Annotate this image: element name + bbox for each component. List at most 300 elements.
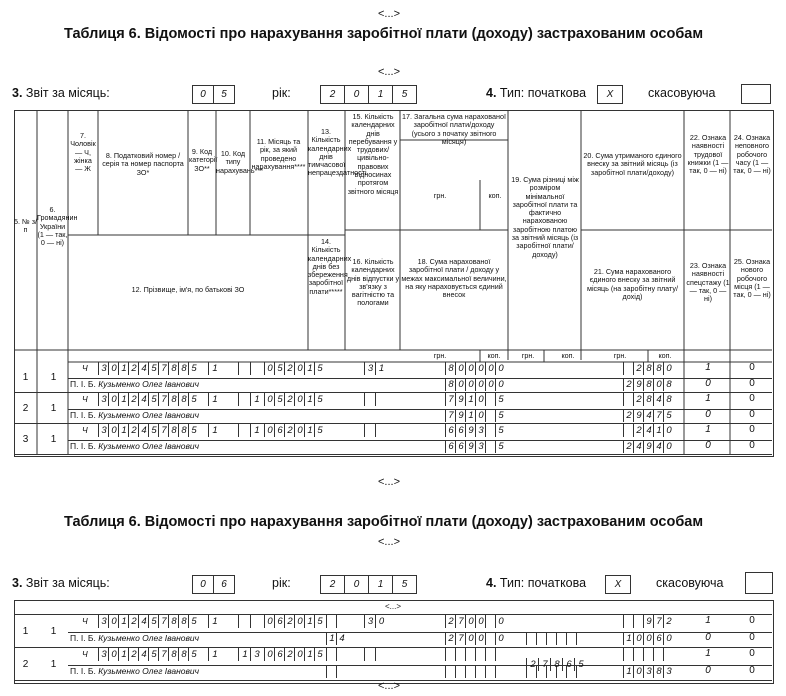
- month-digit: 1: [304, 362, 315, 375]
- s18-digit: 8: [445, 378, 456, 391]
- s21-digit: 9: [633, 378, 644, 391]
- header-23: 23. Ознака наявності спецстажу (1 — так, 0 — ні): [686, 261, 730, 304]
- flag-23: 0: [705, 377, 711, 389]
- type-cancel-box: [741, 84, 771, 104]
- pib-cell: [70, 665, 199, 678]
- flag-23: 0: [705, 439, 711, 451]
- row-number: 1: [22, 371, 29, 383]
- k17-digit: 0: [495, 615, 506, 628]
- s18-digit: 2: [445, 632, 456, 645]
- row-line-2: [68, 440, 772, 456]
- d15-digit: [375, 424, 387, 437]
- row-line-1: [68, 424, 772, 440]
- ellipsis-1: <...>: [378, 66, 401, 78]
- flag-22: 1: [705, 648, 711, 659]
- year-label-2: рік:: [272, 576, 291, 590]
- header-18: 18. Сума нарахованої заробітної плати / доходу у межах максимальної величини, на яку нараховується єдиний внесок: [401, 257, 507, 300]
- tax-number-digit: 4: [138, 648, 149, 661]
- tax-number-digit: 5: [188, 362, 199, 375]
- header-21: 21. Сума нарахованого єдиного внеску за звітний місяць (на заробітну плату/дохід): [587, 267, 678, 301]
- header-19: 19. Сума різниці між розміром мінімальної заробітної плати та фактично нарахованою заробітною платою за звітний місяць (із заробітної плати/ доходу): [511, 175, 579, 259]
- s17-digit: 0: [475, 393, 486, 406]
- k18-digit: 0: [495, 378, 506, 391]
- month-digit: 0: [294, 648, 305, 661]
- ellipsis-top: <...>: [378, 8, 401, 20]
- year-box-1: 2 0 1 5: [320, 84, 417, 104]
- s20-digit: 2: [633, 362, 644, 375]
- pib-cell: [70, 632, 199, 645]
- s20-digit: 8: [653, 362, 664, 375]
- type-digit: 1: [238, 648, 251, 661]
- k17-digit: 0: [485, 362, 496, 375]
- tax-number-digit: 8: [168, 393, 179, 406]
- s21-digit: 9: [643, 440, 654, 453]
- tax-number-digit: 7: [158, 615, 169, 628]
- s21-digit: 0: [643, 632, 654, 645]
- s18-digit: 0: [465, 632, 476, 645]
- row-line-2: [68, 409, 772, 425]
- month-digit: 1: [304, 393, 315, 406]
- flag-24: 0: [749, 648, 755, 659]
- s17-digit: 7: [455, 615, 466, 628]
- type-digit: 1: [250, 424, 263, 437]
- month-digit: 0: [294, 362, 305, 375]
- s19-digit: 7: [538, 658, 551, 671]
- header-17-grn: грн.: [433, 191, 447, 200]
- s20-digit: 2: [633, 393, 644, 406]
- tax-number-digit: 8: [178, 393, 189, 406]
- header-8: 8. Податковий номер /серія та номер паспорта ЗО*: [102, 151, 184, 177]
- k21-digit: 0: [663, 440, 674, 453]
- flag-24: 0: [749, 393, 755, 404]
- k21-digit: 3: [663, 665, 674, 678]
- header-10: 10. Код типу нарахувань***: [216, 149, 263, 175]
- d15-digit: [375, 648, 387, 661]
- month-digit: 0: [294, 393, 305, 406]
- d15-digit: 0: [375, 615, 387, 628]
- row-line-2: [68, 632, 772, 649]
- s17-digit: 1: [465, 393, 476, 406]
- d16-digit: 1: [326, 632, 337, 645]
- header-16: 16. Кількість календарних днів відпустки у зв'язку з вагітністю та пологами: [346, 257, 400, 308]
- s21-digit: 1: [623, 665, 634, 678]
- type-label-2: 4. Тип: початкова: [486, 576, 587, 590]
- type-initial-box-2: X: [605, 574, 631, 594]
- pib-cell: [70, 378, 199, 391]
- s21-digit: 3: [643, 665, 654, 678]
- flag-23: 0: [705, 664, 711, 676]
- person-name: Кузьменко Олег Іванович: [98, 632, 200, 643]
- month-digit: 2: [284, 362, 295, 375]
- tax-number-digit: 5: [188, 393, 199, 406]
- tax-number-digit: 2: [128, 393, 139, 406]
- flag-22: 1: [705, 615, 711, 626]
- ellipsis-bottom: <...>: [378, 680, 401, 692]
- header-12: 12. Прізвище, ім'я, по батькові ЗО: [131, 285, 245, 294]
- tax-number-digit: 0: [108, 424, 119, 437]
- s17-digit: 8: [445, 362, 456, 375]
- s21-digit: 2: [623, 440, 634, 453]
- row-number: 2: [22, 658, 29, 670]
- s18-digit: 6: [455, 440, 466, 453]
- month-digit: 6: [274, 615, 285, 628]
- tax-number-digit: 2: [128, 615, 139, 628]
- k20-digit: 0: [663, 424, 674, 437]
- s18-digit: 0: [475, 632, 486, 645]
- category-digit: 1: [208, 615, 221, 628]
- s21-digit: 6: [653, 632, 664, 645]
- month-digit: 5: [314, 615, 325, 628]
- tax-number-digit: 3: [98, 362, 109, 375]
- row-line-1: [68, 648, 772, 665]
- tax-number-digit: 1: [118, 362, 129, 375]
- row-number: 1: [22, 625, 29, 637]
- ellipsis-3: <...>: [378, 536, 401, 548]
- sex-cell: Ч: [82, 616, 88, 626]
- row-number: 3: [22, 433, 29, 445]
- d16-digit: [336, 665, 347, 678]
- tax-number-digit: 1: [118, 648, 129, 661]
- s17-digit: 0: [455, 362, 466, 375]
- month-digit: 0: [264, 615, 275, 628]
- report-month-label-2: 3. Звіт за місяць:: [12, 576, 110, 590]
- type-digit: [250, 615, 263, 628]
- s18-digit: 0: [475, 409, 486, 422]
- k17-digit: 5: [495, 393, 506, 406]
- d16-digit: 4: [336, 632, 347, 645]
- tax-number-digit: 8: [178, 615, 189, 628]
- month-digit: 0: [264, 393, 275, 406]
- month-digit: 2: [284, 393, 295, 406]
- category-digit: 1: [208, 362, 221, 375]
- type-cancel-box-2: [745, 572, 773, 594]
- s21-digit: 9: [633, 409, 644, 422]
- subheader-grn-18: грн.: [433, 351, 447, 360]
- table-title-1: Таблиця 6. Відомості про нарахування заробітної плати (доходу) застрахованим особам: [64, 26, 704, 42]
- header-24: 24. Ознака неповного робочого часу (1 — так, 0 — ні): [733, 133, 771, 176]
- sex-cell: Ч: [82, 425, 88, 435]
- table-title-2: Таблиця 6. Відомості про нарахування заробітної плати (доходу) застрахованим особам: [64, 514, 704, 530]
- s18-digit: 0: [465, 378, 476, 391]
- sex-cell: Ч: [82, 363, 88, 373]
- s21-digit: 4: [653, 440, 664, 453]
- tax-number-digit: 5: [148, 648, 159, 661]
- k17-digit: 0: [495, 362, 506, 375]
- tax-number-digit: 5: [188, 615, 199, 628]
- s18-digit: 7: [455, 632, 466, 645]
- s17-digit: 0: [465, 615, 476, 628]
- header-17-kop: коп.: [488, 191, 502, 200]
- tax-number-digit: 2: [128, 648, 139, 661]
- table-1-body: 1 1 Ч 3 0 1 2 4 5 7 8 8 5 1 0 5 2 0 1 5 3 1 8 0 0 0 0 0 2 8 8 0 1 0 П. І. Б. Кузьменко Олег Іванович 8 0 0 0 0 0 2 9 8 0 8 0 0 2 1 Ч 3 0 1 2 4 5 7 8 8 5 1 1 0 5 2 0 1 5 7 9 1 0 5 2 8 4 8 1 0 П. І. Б. Кузьменко Олег Іванович 7 9 1 0 5 2 9 4 7 5 0 0 3 1 Ч 3 0 1 2 4 5 7 8 8 5 1 1 0 6 2 0 1 5 6 6 9 3 5 2 4 1 0 1 0 П. І. Б. Кузьменко Олег Іванович 6 6 9 3 5 2 4 9 4 0 0 0: [14, 362, 772, 455]
- pib-label: П. І. Б.: [70, 409, 96, 420]
- header-6: 6. Громадянин України (1 — так, 0 — ні): [37, 205, 78, 248]
- tax-number-digit: 8: [168, 424, 179, 437]
- tax-number-digit: 5: [188, 648, 199, 661]
- subheader-kop-21: коп.: [658, 351, 672, 360]
- row-line-2: [68, 665, 772, 682]
- cancel-label: скасовуюча: [648, 86, 716, 100]
- header-22: 22. Ознака наявності трудової книжки (1 — так, 0 — ні): [687, 133, 729, 176]
- pib-label: П. І. Б.: [70, 440, 96, 451]
- tax-number-digit: 4: [138, 424, 149, 437]
- k21-digit: 8: [663, 378, 674, 391]
- tax-number-digit: 5: [148, 362, 159, 375]
- header-20: 20. Сума утриманого єдиного внеску за звітний місяць (із заробітної плати/доходу): [583, 151, 682, 177]
- s18-digit: 7: [445, 409, 456, 422]
- s18-digit: 3: [475, 440, 486, 453]
- tax-number-digit: 7: [158, 648, 169, 661]
- cancel-label-2: скасовуюча: [656, 576, 724, 590]
- s19-digit: 8: [550, 658, 563, 671]
- s20-digit: 2: [633, 424, 644, 437]
- month-digit: 1: [304, 615, 315, 628]
- d15-digit: [375, 393, 387, 406]
- year-label: рік:: [272, 86, 291, 100]
- d15-digit: 3: [364, 615, 376, 628]
- tax-number-digit: 5: [148, 615, 159, 628]
- s17-digit: 2: [445, 615, 456, 628]
- type-digit: 3: [250, 648, 263, 661]
- tax-number-digit: 1: [118, 424, 129, 437]
- row-number: 2: [22, 402, 29, 414]
- s18-digit: 0: [455, 378, 466, 391]
- s17-digit: 9: [455, 393, 466, 406]
- month-digit: 6: [274, 424, 285, 437]
- s21-digit: 0: [653, 378, 664, 391]
- month-digit: 5: [274, 362, 285, 375]
- tax-number-digit: 8: [178, 648, 189, 661]
- tax-number-digit: 5: [148, 393, 159, 406]
- s21-digit: 8: [653, 665, 664, 678]
- category-digit: 1: [208, 424, 221, 437]
- tax-number-digit: 0: [108, 362, 119, 375]
- type-digit: 1: [250, 393, 263, 406]
- month-digit: 1: [304, 424, 315, 437]
- flag-23: 0: [705, 631, 711, 643]
- header-7: 7. Чоловік — Ч, жінка — Ж: [70, 131, 96, 174]
- tax-number-digit: 4: [138, 615, 149, 628]
- person-name: Кузьменко Олег Іванович: [98, 378, 200, 389]
- flag-22: 1: [705, 424, 711, 435]
- header-25: 25. Ознака нового робочого місця (1 — так, 0 — ні): [733, 257, 771, 300]
- k20-digit: 2: [663, 615, 674, 628]
- k17-digit: 5: [495, 424, 506, 437]
- person-name: Кузьменко Олег Іванович: [98, 665, 200, 676]
- tax-number-digit: 8: [178, 362, 189, 375]
- month-digit: 5: [274, 393, 285, 406]
- tax-number-digit: 5: [148, 424, 159, 437]
- tax-number-digit: 1: [118, 393, 129, 406]
- s17-digit: 9: [465, 424, 476, 437]
- flag-24: 0: [749, 424, 755, 435]
- tax-number-digit: 3: [98, 393, 109, 406]
- pib-label: П. І. Б.: [70, 378, 96, 389]
- year-box-2: 2 0 1 5: [320, 574, 417, 594]
- report-month-label: 3. Звіт за місяць:: [12, 86, 110, 100]
- s20-digit: 4: [653, 393, 664, 406]
- month-digit: 0: [264, 424, 275, 437]
- header-15: 15. Кількість календарних днів перебування у трудових/ цивільно-правових відносинах протягом звітного місяця: [347, 112, 399, 196]
- s19-digit: 6: [562, 658, 575, 671]
- s21-digit: 1: [623, 632, 634, 645]
- pib-label: П. І. Б.: [70, 632, 96, 643]
- tax-number-digit: 3: [98, 648, 109, 661]
- tax-number-digit: 2: [128, 424, 139, 437]
- s20-digit: 4: [643, 424, 654, 437]
- month-digit: 0: [294, 615, 305, 628]
- tax-number-digit: 2: [128, 362, 139, 375]
- month-box-2: 0 6: [192, 574, 235, 594]
- s17-digit: 7: [445, 393, 456, 406]
- s21-digit: 0: [633, 665, 644, 678]
- s21-digit: 4: [633, 440, 644, 453]
- month-digit: 2: [284, 648, 295, 661]
- month-digit: 0: [294, 424, 305, 437]
- tax-number-digit: 4: [138, 362, 149, 375]
- tax-number-digit: 5: [188, 424, 199, 437]
- row-line-2: [68, 378, 772, 394]
- row-line-1: [68, 393, 772, 409]
- tax-number-digit: 4: [138, 393, 149, 406]
- k18-digit: [495, 665, 506, 678]
- s19-digit: 5: [574, 658, 587, 671]
- month-digit: 6: [274, 648, 285, 661]
- month-digit: 5: [314, 362, 325, 375]
- row-line-1: [68, 615, 772, 632]
- s17-digit: 0: [475, 615, 486, 628]
- sex-cell: Ч: [82, 394, 88, 404]
- d16-digit: [336, 648, 347, 661]
- s18-digit: 6: [445, 440, 456, 453]
- s18-digit: 9: [455, 409, 466, 422]
- flag-22: 1: [705, 362, 711, 373]
- subheader-kop-19: коп.: [561, 351, 575, 360]
- category-digit: 1: [208, 393, 221, 406]
- flag-24: 0: [749, 615, 755, 626]
- month-digit: 5: [314, 424, 325, 437]
- category-digit: 1: [208, 648, 221, 661]
- subheader-grn-21: грн.: [613, 351, 627, 360]
- s21-digit: 0: [633, 632, 644, 645]
- header-5: 5. № з/п: [14, 217, 37, 235]
- s21-digit: 7: [653, 409, 664, 422]
- s18-digit: 0: [475, 378, 486, 391]
- k18-digit: 0: [485, 378, 496, 391]
- tax-number-digit: 3: [98, 424, 109, 437]
- s20-digit: 9: [643, 615, 654, 628]
- row-line-1: [68, 362, 772, 378]
- person-name: Кузьменко Олег Іванович: [98, 409, 200, 420]
- k21-digit: 0: [663, 632, 674, 645]
- month-digit: 5: [314, 393, 325, 406]
- table-2-body: 1 1 Ч 3 0 1 2 4 5 7 8 8 5 1 0 6 2 0 1 5 3 0 2 7 0 0 0 9 7 2 1 0 П. І. Б. Кузьменко Олег Іванович 1 4 2 7 0 0 0 1 0 0 6 0 0 0 2 1 Ч 3 0 1 2 4 5 7 8 8 5 1 1 3 0 6 2 0 1 5 1 0 П. І. Б. Кузьменко Олег Іванович 1 0 3 8 3 0 0 2 7 8 6 5: [14, 615, 772, 682]
- flag-25: 0: [749, 408, 755, 420]
- month-digit: 2: [284, 424, 295, 437]
- tax-number-digit: 8: [168, 362, 179, 375]
- subheader-kop-18: коп.: [487, 351, 501, 360]
- k17-digit: [495, 648, 506, 661]
- header-9: 9. Код категорії ЗО**: [189, 147, 218, 173]
- type-label: 4. Тип: початкова: [486, 86, 587, 100]
- d15-digit: 1: [375, 362, 387, 375]
- ellipsis-2: <...>: [378, 476, 401, 488]
- k18-digit: 5: [495, 440, 506, 453]
- pib-cell: [70, 440, 199, 453]
- s17-digit: 0: [475, 362, 486, 375]
- flag-24: 0: [749, 362, 755, 373]
- tax-number-digit: 0: [108, 393, 119, 406]
- s17-digit: 3: [475, 424, 486, 437]
- subheader-grn-19: грн.: [521, 351, 535, 360]
- sex-cell: Ч: [82, 649, 88, 659]
- s19-digit: [576, 632, 587, 645]
- s21-digit: 8: [643, 378, 654, 391]
- tax-number-digit: 7: [158, 424, 169, 437]
- tax-number-digit: 8: [168, 648, 179, 661]
- tax-number-digit: 8: [178, 424, 189, 437]
- header-17: 17. Загальна сума нарахованої заробітної плати/доходу (усього з початку звітного місяця): [402, 112, 506, 146]
- type-initial-box: X: [597, 84, 623, 104]
- s19-digit: 2: [526, 658, 539, 671]
- flag-25: 0: [749, 664, 755, 676]
- s18-digit: 9: [465, 440, 476, 453]
- month-digit: 2: [284, 615, 295, 628]
- flag-22: 1: [705, 393, 711, 404]
- k21-digit: 5: [663, 409, 674, 422]
- header-14: 14. Кількість календарних днів без збереження заробітної плати*****: [308, 237, 352, 296]
- s20-digit: 8: [643, 362, 654, 375]
- s17-digit: 0: [465, 362, 476, 375]
- table-2-ellipsis-row: <...>: [14, 600, 772, 615]
- s20-digit: 7: [653, 615, 664, 628]
- tax-number-digit: 7: [158, 362, 169, 375]
- type-digit: [250, 362, 263, 375]
- flag-25: 0: [749, 439, 755, 451]
- month-box-1: 0 5: [192, 84, 235, 104]
- d16-digit: [336, 615, 347, 628]
- k20-digit: [663, 648, 674, 661]
- s18-digit: 1: [465, 409, 476, 422]
- flag-23: 0: [705, 408, 711, 420]
- tax-number-digit: 1: [118, 615, 129, 628]
- header-11: 11. Місяць та рік, за який проведено нарахування****: [251, 137, 306, 171]
- month-digit: 0: [264, 648, 275, 661]
- s21-digit: 2: [623, 409, 634, 422]
- k18-digit: 5: [495, 409, 506, 422]
- s20-digit: 8: [643, 393, 654, 406]
- month-digit: 1: [304, 648, 315, 661]
- tax-number-digit: 7: [158, 393, 169, 406]
- month-digit: 0: [264, 362, 275, 375]
- tax-number-digit: 3: [98, 615, 109, 628]
- flag-25: 0: [749, 377, 755, 389]
- d15-digit: 3: [364, 362, 376, 375]
- s20-digit: 1: [653, 424, 664, 437]
- person-name: Кузьменко Олег Іванович: [98, 440, 200, 451]
- flag-25: 0: [749, 631, 755, 643]
- month-digit: 5: [314, 648, 325, 661]
- tax-number-digit: 8: [168, 615, 179, 628]
- pib-label: П. І. Б.: [70, 665, 96, 676]
- k18-digit: 0: [495, 632, 506, 645]
- s17-digit: 6: [445, 424, 456, 437]
- k20-digit: 8: [663, 393, 674, 406]
- s21-digit: 2: [623, 378, 634, 391]
- tax-number-digit: 0: [108, 648, 119, 661]
- s17-digit: 6: [455, 424, 466, 437]
- header-13: 13. Кількість календарних днів тимчасової непрацездатності: [308, 127, 367, 178]
